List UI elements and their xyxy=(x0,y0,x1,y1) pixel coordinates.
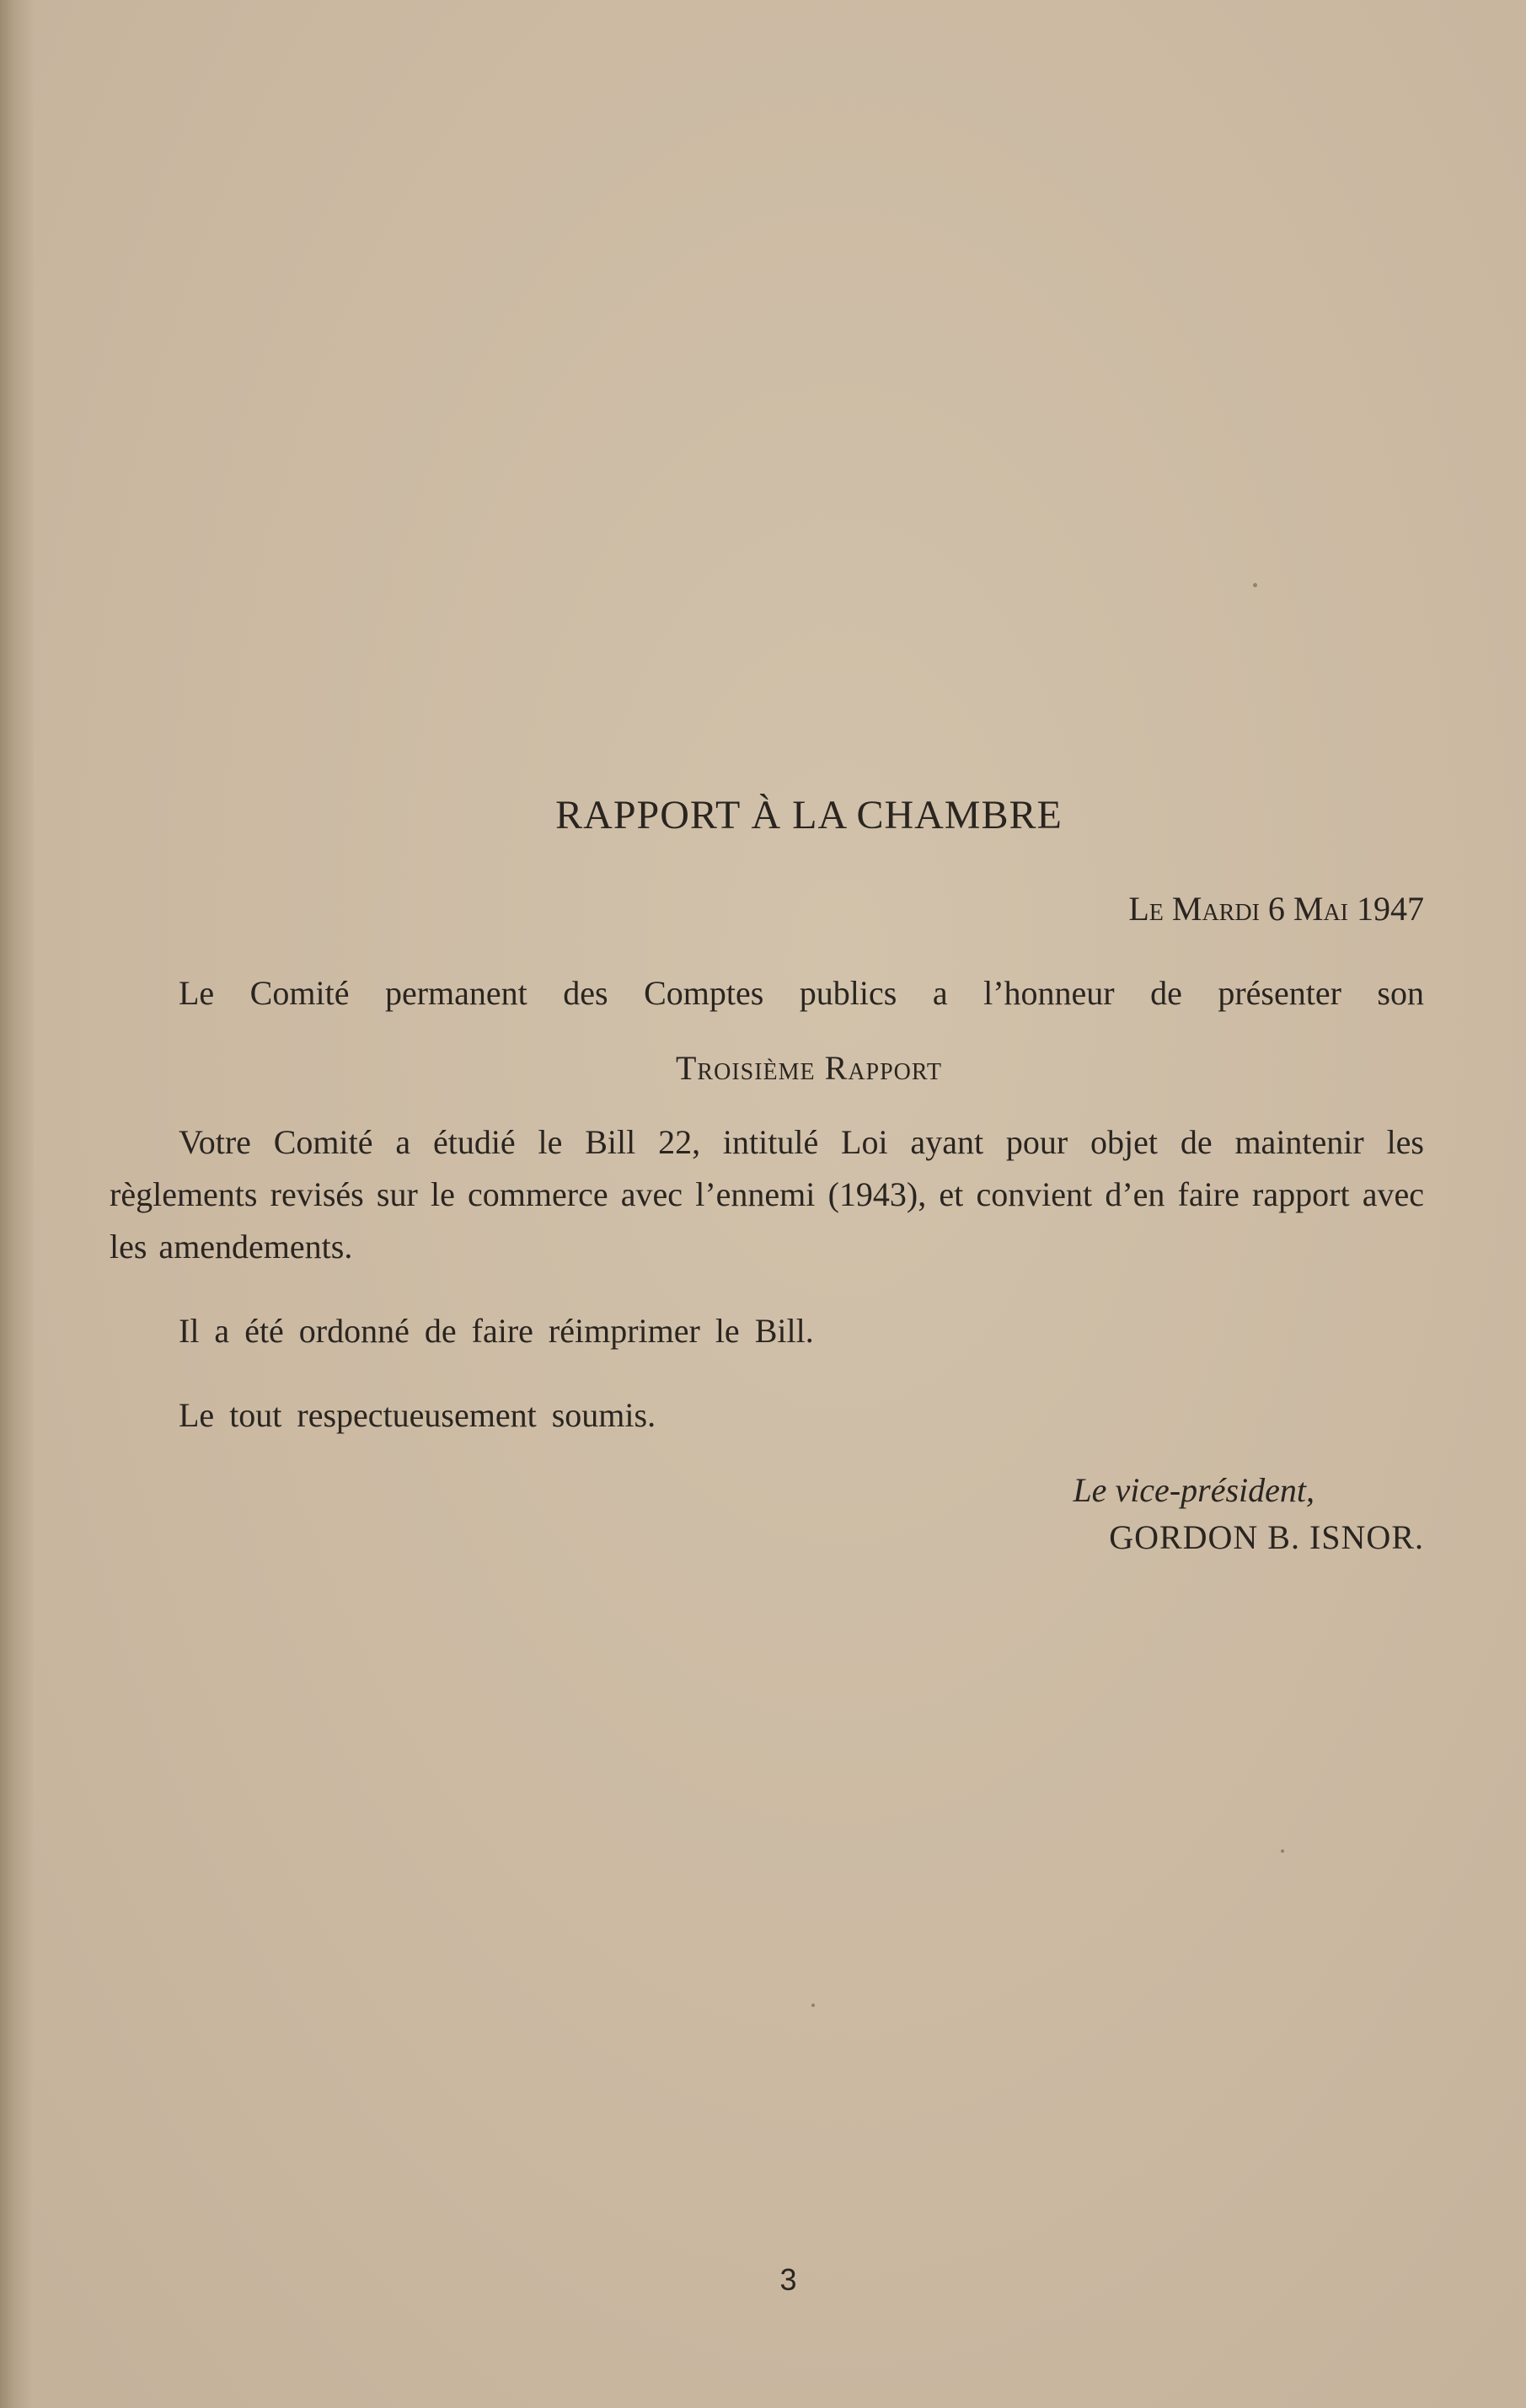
paper-speck xyxy=(811,2004,815,2007)
intro-paragraph: Le Comité permanent des Comptes publics a l’honneur de présenter son xyxy=(179,974,1424,1012)
report-content xyxy=(110,792,1424,1561)
page-number: 3 xyxy=(779,2262,797,2297)
report-date: Le Mardi 6 Mai 1947 xyxy=(1128,890,1424,928)
page-spine-shadow xyxy=(0,0,34,2408)
signature-name: GORDON B. ISNOR. xyxy=(1109,1518,1424,1556)
signature-role: Le vice-président, xyxy=(1073,1471,1315,1509)
report-subtitle: Troisième Rapport xyxy=(675,1049,943,1087)
paper-speck xyxy=(1253,583,1257,587)
body-paragraph: Votre Comité a étudié le Bill 22, intitulé Loi ayant pour objet de maintenir les règlements revisés sur le commerce avec l’ennemi (1943), et convient d’en faire rapport avec les amendements. xyxy=(110,1123,1424,1266)
report-title: RAPPORT À LA CHAMBRE xyxy=(555,793,1063,837)
signature-block xyxy=(110,1467,1424,1561)
closing-line: Le tout respectueusement soumis. xyxy=(179,1396,656,1434)
reprint-line: Il a été ordonné de faire réimprimer le Bill. xyxy=(179,1312,814,1350)
paper-speck xyxy=(1281,1849,1284,1853)
